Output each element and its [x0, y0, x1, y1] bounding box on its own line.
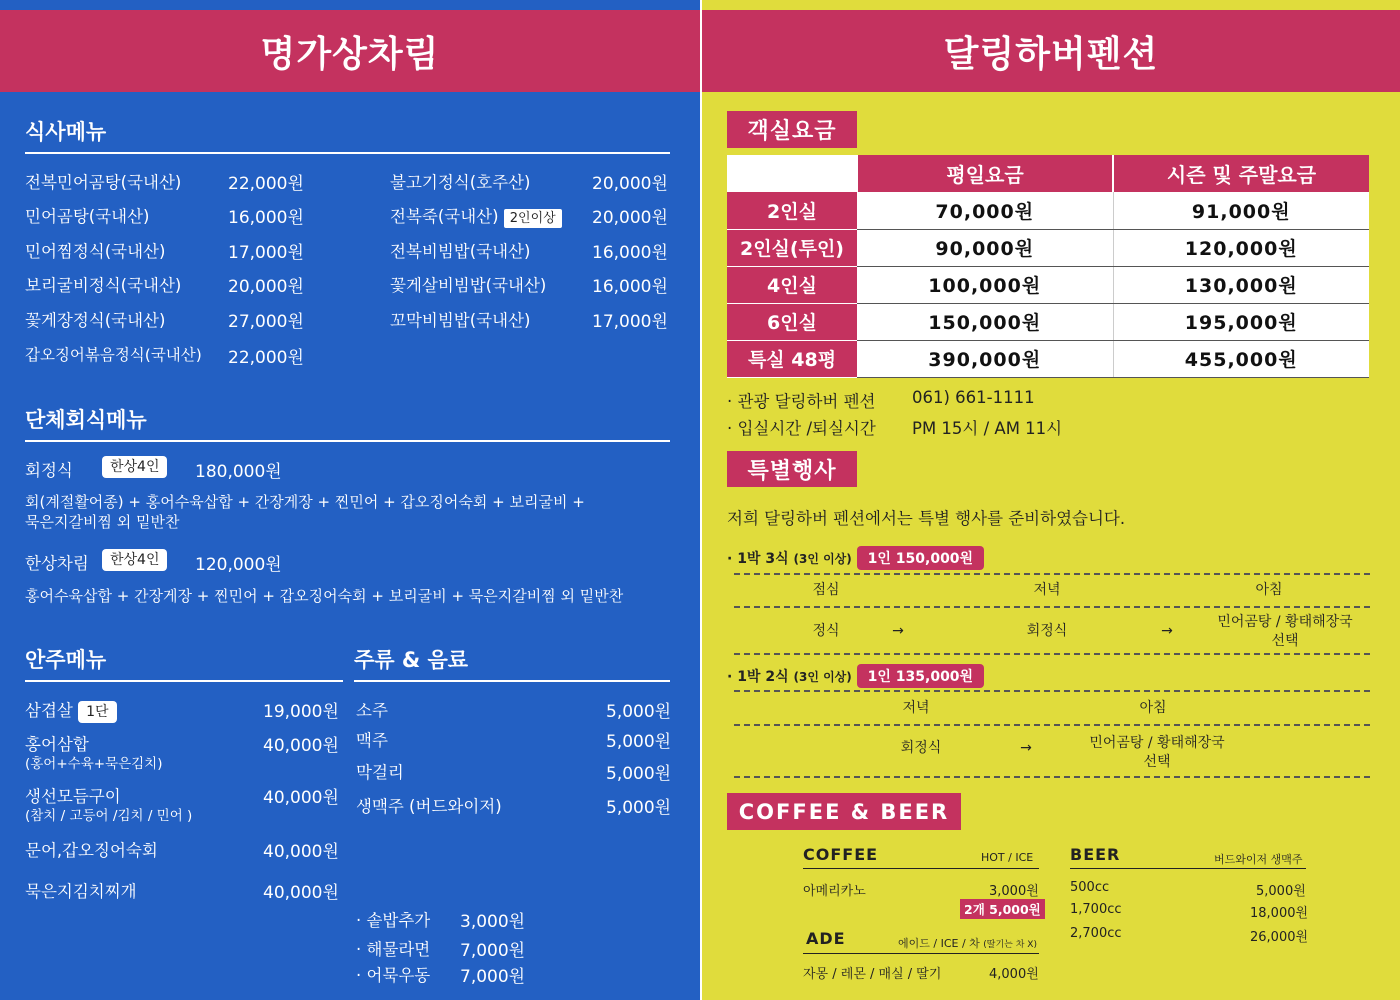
- package-label: · 1박 3식 (3인 이상) 1인 150,000원: [727, 546, 984, 570]
- phone-number: 061) 661-1111: [912, 388, 1035, 407]
- checkin-times: PM 15시 / AM 11시: [912, 419, 1063, 438]
- meal-item-price: 16,000원: [592, 277, 668, 297]
- meal-menu: 회정식: [1026, 623, 1068, 639]
- meal-item-name: 민어곰탕(국내산): [25, 207, 150, 226]
- group-menu-heading: 단체회식메뉴: [25, 404, 670, 442]
- table-row: [727, 229, 1369, 266]
- anju-item-sub: (홍어+수육+묵은김치): [25, 756, 163, 772]
- group-item-desc: 홍어수육삽합 + 간장게장 + 찐민어 + 갑오징어숙회 + 보리굴비 + 묵은지갈비찜 외 밑반찬: [25, 587, 624, 605]
- extra-item-price: 7,000원: [460, 967, 526, 987]
- extra-item-name: · 해물라면: [356, 940, 431, 959]
- drink-item-price: 5,000원: [606, 702, 672, 722]
- extra-item-price: 3,000원: [460, 912, 526, 932]
- meal-item-name: 전복비빔밥(국내산): [390, 242, 531, 261]
- drink-item-price: 5,000원: [606, 798, 672, 818]
- meal-item-price: 27,000원: [228, 312, 304, 332]
- pension-panel: [700, 0, 1400, 1000]
- table-row: [727, 340, 1369, 377]
- weekday-header: 평일요금: [857, 155, 1113, 192]
- info-label: · 입실시간 /퇴실시간: [727, 419, 876, 438]
- meal-item-name: 전복죽(국내산) 2인이상: [390, 203, 562, 228]
- divider: [734, 573, 1370, 575]
- coffee-sub: HOT / ICE: [981, 851, 1034, 864]
- anju-item-price: 40,000원: [263, 788, 339, 808]
- weekday-price: 70,000원: [857, 192, 1113, 229]
- ade-title: ADE: [806, 929, 846, 948]
- anju-item-price: 40,000원: [263, 842, 339, 862]
- divider: [803, 868, 1039, 869]
- group-item-name: 회정식: [25, 461, 73, 480]
- group-item-price: 120,000원: [195, 555, 282, 575]
- anju-menu-heading: 안주메뉴: [25, 644, 343, 682]
- meal-item-name: 꽃게장정식(국내산): [25, 311, 166, 330]
- meal-menu: 민어곰탕 / 황태해장국: [1089, 735, 1225, 751]
- weekday-price: 100,000원: [857, 266, 1113, 303]
- meal-menu: 민어곰탕 / 황태해장국: [1217, 614, 1353, 630]
- meal-menu: 회정식: [900, 740, 942, 756]
- extra-item-name: · 어묵우동: [356, 966, 431, 985]
- season-price: 130,000원: [1113, 266, 1369, 303]
- season-price: 455,000원: [1113, 340, 1369, 377]
- room-type: 2인실(투인): [727, 229, 857, 266]
- anju-item-sub: (참치 / 고등어 /김치 / 민어 ): [25, 808, 193, 824]
- coffee-deal-badge: 2개 5,000원: [960, 899, 1045, 919]
- coffee-price: 3,000원: [989, 884, 1039, 899]
- anju-item-price: 40,000원: [263, 736, 339, 756]
- room-type: 2인실: [727, 192, 857, 229]
- meal-item-price: 17,000원: [592, 312, 668, 332]
- divider: [734, 690, 1370, 692]
- meal-slot: 아침: [1139, 700, 1167, 716]
- ade-sub: 에이드 / ICE / 차 (딸기는 차 X): [898, 937, 1037, 950]
- meal-slot: 아침: [1255, 582, 1283, 598]
- beer-sub: 버드와이저 생맥주: [1214, 853, 1303, 866]
- weekday-price: 390,000원: [857, 340, 1113, 377]
- group-item-price: 180,000원: [195, 462, 282, 482]
- season-price: 91,000원: [1113, 192, 1369, 229]
- meal-item-price: 22,000원: [228, 174, 304, 194]
- anju-item-name: 문어,갑오징어숙회: [25, 841, 158, 860]
- table-four-badge: 한상4인: [102, 456, 167, 478]
- drink-item-price: 5,000원: [606, 732, 672, 752]
- ade-item: 자몽 / 레몬 / 매실 / 딸기: [803, 967, 942, 982]
- package-price-badge: 1인 135,000원: [857, 664, 984, 688]
- meal-item-price: 17,000원: [228, 243, 304, 263]
- room-type: 특실 48평: [727, 340, 857, 377]
- table-four-badge: 한상4인: [102, 549, 167, 571]
- info-label: · 관광 달링하버 펜션: [727, 392, 876, 411]
- anju-item-name: 묵은지김치찌개: [25, 882, 137, 901]
- special-event-heading: 특별행사: [727, 451, 857, 487]
- divider: [1070, 868, 1306, 869]
- table-row: [727, 266, 1369, 303]
- meal-item-price: 22,000원: [228, 348, 304, 368]
- beer-size: 500cc: [1070, 880, 1110, 895]
- meal-item-price: 20,000원: [228, 277, 304, 297]
- coffee-title: COFFEE: [803, 845, 879, 864]
- anju-item-price: 40,000원: [263, 883, 339, 903]
- meal-slot: 저녁: [902, 700, 930, 716]
- meal-item-name: 꽃게살비빔밥(국내산): [390, 276, 547, 295]
- arrow-icon: →: [892, 623, 904, 639]
- arrow-icon: →: [1161, 623, 1173, 639]
- divider: [734, 606, 1370, 608]
- ade-price: 4,000원: [989, 967, 1039, 982]
- meal-item-name: 갑오징어볶음정식(국내산): [25, 346, 202, 364]
- meal-menu-heading: 식사메뉴: [25, 116, 670, 154]
- anju-item-price: 19,000원: [263, 702, 339, 722]
- divider: [803, 953, 1039, 954]
- event-intro: 저희 달링하버 펜션에서는 특별 행사를 준비하였습니다.: [727, 509, 1126, 528]
- meal-item-name: 민어찜정식(국내산): [25, 242, 166, 261]
- room-rates-table: [727, 155, 1369, 378]
- group-item-desc: 회(계절활어종) + 홍어수육삽합 + 간장게장 + 찐민어 + 갑오징어숙회 + 보리굴비 +: [25, 493, 585, 511]
- package-price-badge: 1인 150,000원: [857, 546, 984, 570]
- package-label: · 1박 2식 (3인 이상) 1인 135,000원: [727, 664, 984, 688]
- meal-slot: 점심: [812, 582, 840, 598]
- beer-price: 5,000원: [1256, 884, 1306, 899]
- beer-title: BEER: [1070, 845, 1121, 864]
- coffee-item: 아메리카노: [803, 884, 866, 899]
- meal-item-name: 전복민어곰탕(국내산): [25, 173, 182, 192]
- meal-item-price: 20,000원: [592, 174, 668, 194]
- drink-item-name: 막걸리: [356, 763, 404, 782]
- drink-item-price: 5,000원: [606, 764, 672, 784]
- meal-item-price: 16,000원: [592, 243, 668, 263]
- pension-title: 달링하버펜션: [702, 10, 1400, 92]
- season-header: 시즌 및 주말요금: [1113, 155, 1369, 192]
- beer-size: 2,700cc: [1070, 926, 1122, 941]
- group-item-name: 한상차림: [25, 554, 89, 573]
- room-type: 6인실: [727, 303, 857, 340]
- season-price: 195,000원: [1113, 303, 1369, 340]
- divider: [734, 776, 1370, 778]
- arrow-icon: →: [1020, 740, 1032, 756]
- restaurant-title: 명가상차림: [0, 10, 700, 92]
- beer-size: 1,700cc: [1070, 902, 1122, 917]
- table-corner: [727, 155, 857, 192]
- drink-item-name: 소주: [356, 701, 388, 720]
- drink-item-name: 생맥주 (버드와이저): [356, 797, 502, 816]
- meal-menu: 선택: [1143, 754, 1171, 770]
- anju-item-name: 홍어삼합: [25, 735, 89, 754]
- drink-item-name: 맥주: [356, 731, 388, 750]
- min-two-badge: 2인이상: [504, 209, 562, 228]
- extra-item-price: 7,000원: [460, 941, 526, 961]
- season-price: 120,000원: [1113, 229, 1369, 266]
- room-type: 4인실: [727, 266, 857, 303]
- divider: [734, 653, 1370, 655]
- room-rates-heading: 객실요금: [727, 111, 857, 148]
- meal-item-price: 20,000원: [592, 208, 668, 228]
- weekday-price: 90,000원: [857, 229, 1113, 266]
- table-row: [727, 192, 1369, 229]
- meal-menu: 선택: [1271, 633, 1299, 649]
- weekday-price: 150,000원: [857, 303, 1113, 340]
- group-item-desc: 묵은지갈비찜 외 밑반찬: [25, 513, 180, 531]
- meal-menu: 정식: [812, 623, 840, 639]
- meal-item-name: 꼬막비빔밥(국내산): [390, 311, 531, 330]
- meal-item-price: 16,000원: [228, 208, 304, 228]
- divider: [734, 724, 1370, 726]
- table-row: [727, 303, 1369, 340]
- meal-item-name: 보리굴비정식(국내산): [25, 276, 182, 295]
- extra-item-name: · 솥밥추가: [356, 911, 431, 930]
- beer-price: 18,000원: [1250, 906, 1309, 921]
- coffee-beer-heading: COFFEE & BEER: [727, 793, 961, 830]
- one-tier-badge: 1단: [78, 701, 116, 723]
- meal-item-name: 불고기정식(호주산): [390, 173, 531, 192]
- anju-item-name: 삼겹살 1단: [25, 697, 117, 723]
- beer-price: 26,000원: [1250, 930, 1309, 945]
- meal-slot: 저녁: [1033, 582, 1061, 598]
- drinks-menu-heading: 주류 & 음료: [354, 644, 670, 682]
- anju-item-name: 생선모듬구이: [25, 787, 121, 806]
